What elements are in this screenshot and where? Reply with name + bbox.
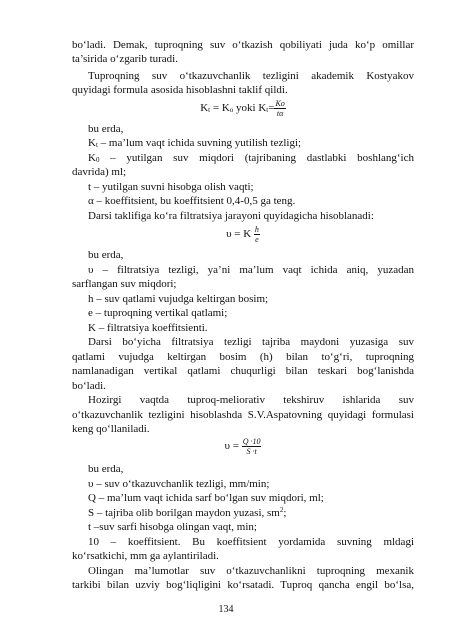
text-line: t – yutilgan suvni hisobga olish vaqti;	[88, 181, 254, 193]
text-line: h – suv qatlami vujudga keltirgan bosim;	[88, 293, 269, 305]
text-line: Darsi taklifiga ko‘ra filtratsiya jarayoni quyidagicha hisoblanadi:	[88, 210, 374, 222]
text-line: e – tuproqning vertikal qatlami;	[88, 307, 228, 319]
fraction: $\frac{Q \cdot 10}{S \cdot t}$	[242, 437, 261, 456]
text-line: $K_0$ – yutilgan suv miqdori (tajribaning dastlabki boshlang‘ich	[88, 152, 414, 164]
text-line: bu erda,	[88, 123, 124, 135]
text-line: υ – suv o‘tkazuvchanlik tezligi, mm/min;	[88, 478, 270, 490]
text-line: quyidagi formula asosida hisoblashni taklif qildi.	[72, 84, 288, 96]
text-line: Olingan ma’lumotlar suv o‘tkazuvchanlikni tuproqning mexanik	[88, 565, 414, 577]
text-line: qatlami vujudga keltirgan bosim (h) bilan to‘g‘ri, tuproqning	[72, 351, 414, 363]
text-line: ko‘rsatkichi, mm ga aylantiriladi.	[72, 550, 219, 562]
text-line: keng qo‘llaniladi.	[72, 423, 150, 435]
text-line: tarkibi bilan uzviy bog‘liqligini ko‘rsatadi. Tuproq qancha engil bo‘lsa,	[72, 579, 414, 591]
text-line: Darsi bo‘yicha filtratsiya tezligi tajriba maydoni yuzasiga suv	[88, 336, 414, 348]
text-line: ta’sirida o‘zgarib turadi.	[72, 53, 178, 65]
formula-darcy: υ = K $\frac{h}{e}$	[226, 225, 259, 244]
text-line: bo‘ladi.	[72, 380, 106, 392]
fraction: $\frac{Ko}{t\alpha}$	[275, 99, 285, 118]
text-line: Hozirgi vaqtda tuproq-meliorativ tekshiruv ishlarida suv	[88, 394, 414, 406]
text-line: bu erda,	[88, 463, 124, 475]
text-line: davrida) ml;	[72, 166, 127, 178]
text-line: 10 – koeffitsient. Bu koeffitsient yordamida suvning mldagi	[88, 536, 414, 548]
fraction: $\frac{h}{e}$	[254, 225, 259, 244]
page-number: 134	[218, 604, 234, 615]
text-line: o‘tkazuvchanlik tezligini hisoblashda S.V.Aspatovning quyidagi formulasi	[72, 409, 414, 421]
text-line: υ – filtratsiya tezligi, ya’ni ma’lum vaqt ichida aniq, yuzadan	[88, 264, 414, 276]
formula-kostyakov: $K_t = K_o$ yoki $K_t=$ $\frac{Ko}{t\alpha}$	[200, 99, 285, 118]
text-line: S – tajriba olib borilgan maydon yuzasi, $sm^2$;	[88, 506, 287, 519]
text-line: t –suv sarfi hisobga olingan vaqt, min;	[88, 521, 257, 533]
text-line: K – filtratsiya koeffitsienti.	[88, 322, 208, 334]
text-line: α – koeffitsient, bu koeffitsient 0,4-0,5 ga teng.	[88, 195, 296, 207]
formula-aspatov: υ = $\frac{Q \cdot 10}{S \cdot t}$	[224, 437, 261, 456]
text-line: $K_t$ – ma’lum vaqt ichida suvning yutilish tezligi;	[88, 137, 302, 149]
text-line: bu erda,	[88, 249, 124, 261]
text-line: sarflangan suv miqdori;	[72, 278, 177, 290]
text-line: namlanadigan vertikal qatlami chuqurligi bilan teskari bog‘lanishda	[72, 365, 414, 377]
text-line: Q – ma’lum vaqt ichida sarf bo‘lgan suv miqdori, ml;	[88, 492, 324, 504]
text-line: bo‘ladi. Demak, tuproqning suv o‘tkazish qobiliyati juda ko‘p omillar	[72, 39, 414, 51]
text-line: Tuproqning suv o‘tkazuvchanlik tezligini akademik Kostyakov	[88, 70, 414, 82]
